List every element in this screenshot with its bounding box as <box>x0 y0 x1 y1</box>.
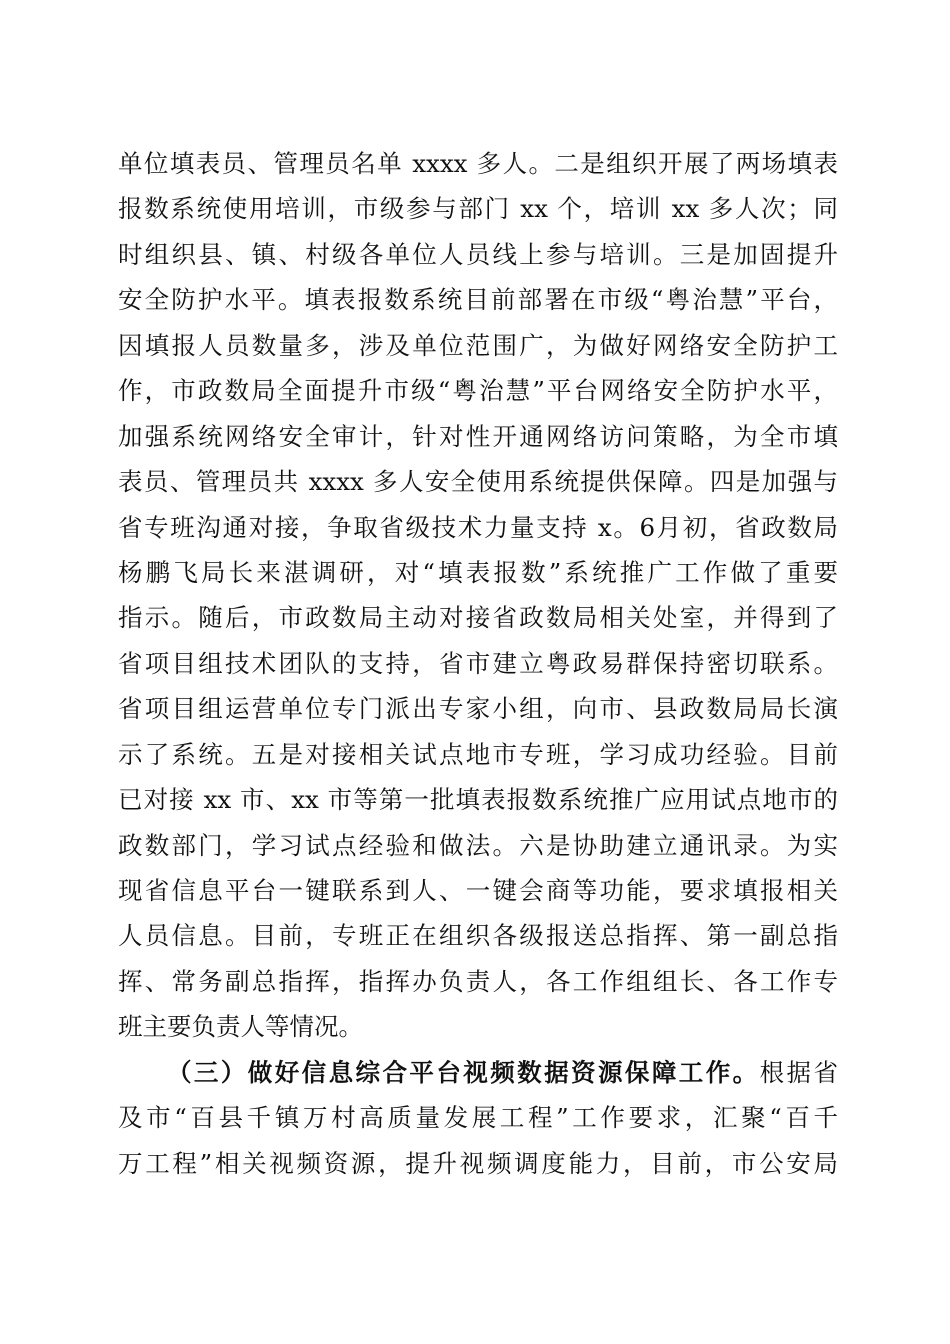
text-line: 挥、常务副总指挥，指挥办负责人，各工作组组长、各工作专 <box>118 966 838 996</box>
text-line: 指示。随后，市政数局主动对接省政数局相关处室，并得到了 <box>118 603 838 633</box>
text-line: 省项目组运营单位专门派出专家小组，向市、县政数局局长演 <box>118 694 838 724</box>
section-heading: （三）做好信息综合平台视频数据资源保障工作。 <box>167 1057 760 1087</box>
document-body <box>118 141 838 1186</box>
text-line: 及市“百县千镇万村高质量发展工程”工作要求，汇聚“百千 <box>118 1103 838 1133</box>
text-line: 政数部门，学习试点经验和做法。六是协助建立通讯录。为实 <box>118 830 838 860</box>
text-line: 示了系统。五是对接相关试点地市专班，学习成功经验。目前 <box>118 739 838 769</box>
paragraph-end-line: 班主要负责人等情况。 <box>118 1012 363 1042</box>
text-line: 杨鹏飞局长来湛调研，对“填表报数”系统推广工作做了重要 <box>118 557 838 587</box>
section-heading-line <box>118 1050 838 1095</box>
text-line: 安全防护水平。填表报数系统目前部署在市级“粤治慧”平台， <box>118 285 838 315</box>
text-line: 表员、管理员共 xxxx 多人安全使用系统提供保障。四是加强与 <box>118 467 838 497</box>
text-line: 作，市政数局全面提升市级“粤治慧”平台网络安全防护水平， <box>118 376 838 406</box>
text-line: 省专班沟通对接，争取省级技术力量支持 x。6月初，省政数局 <box>118 512 838 542</box>
text-line: 万工程”相关视频资源，提升视频调度能力，目前，市公安局 <box>118 1148 838 1178</box>
text-line: 现省信息平台一键联系到人、一键会商等功能，要求填报相关 <box>118 876 838 905</box>
text-line: 时组织县、镇、村级各单位人员线上参与培训。三是加固提升 <box>118 239 838 269</box>
text-line: 加强系统网络安全审计，针对性开通网络访问策略，为全市填 <box>118 421 838 451</box>
text-line: 省项目组技术团队的支持，省市建立粤政易群保持密切联系。 <box>118 648 838 678</box>
section-text-run: 根据省 <box>759 1057 838 1087</box>
text-line: 单位填表员、管理员名单 xxxx 多人。二是组织开展了两场填表 <box>118 149 838 178</box>
text-line: 因填报人员数量多，涉及单位范围广，为做好网络安全防护工 <box>118 330 838 360</box>
text-line: 人员信息。目前，专班正在组织各级报送总指挥、第一副总指 <box>118 921 838 951</box>
text-line: 已对接 xx 市、xx 市等第一批填表报数系统推广应用试点地市的 <box>118 785 838 815</box>
text-line: 报数系统使用培训，市级参与部门 xx 个，培训 xx 多人次；同 <box>118 194 838 224</box>
